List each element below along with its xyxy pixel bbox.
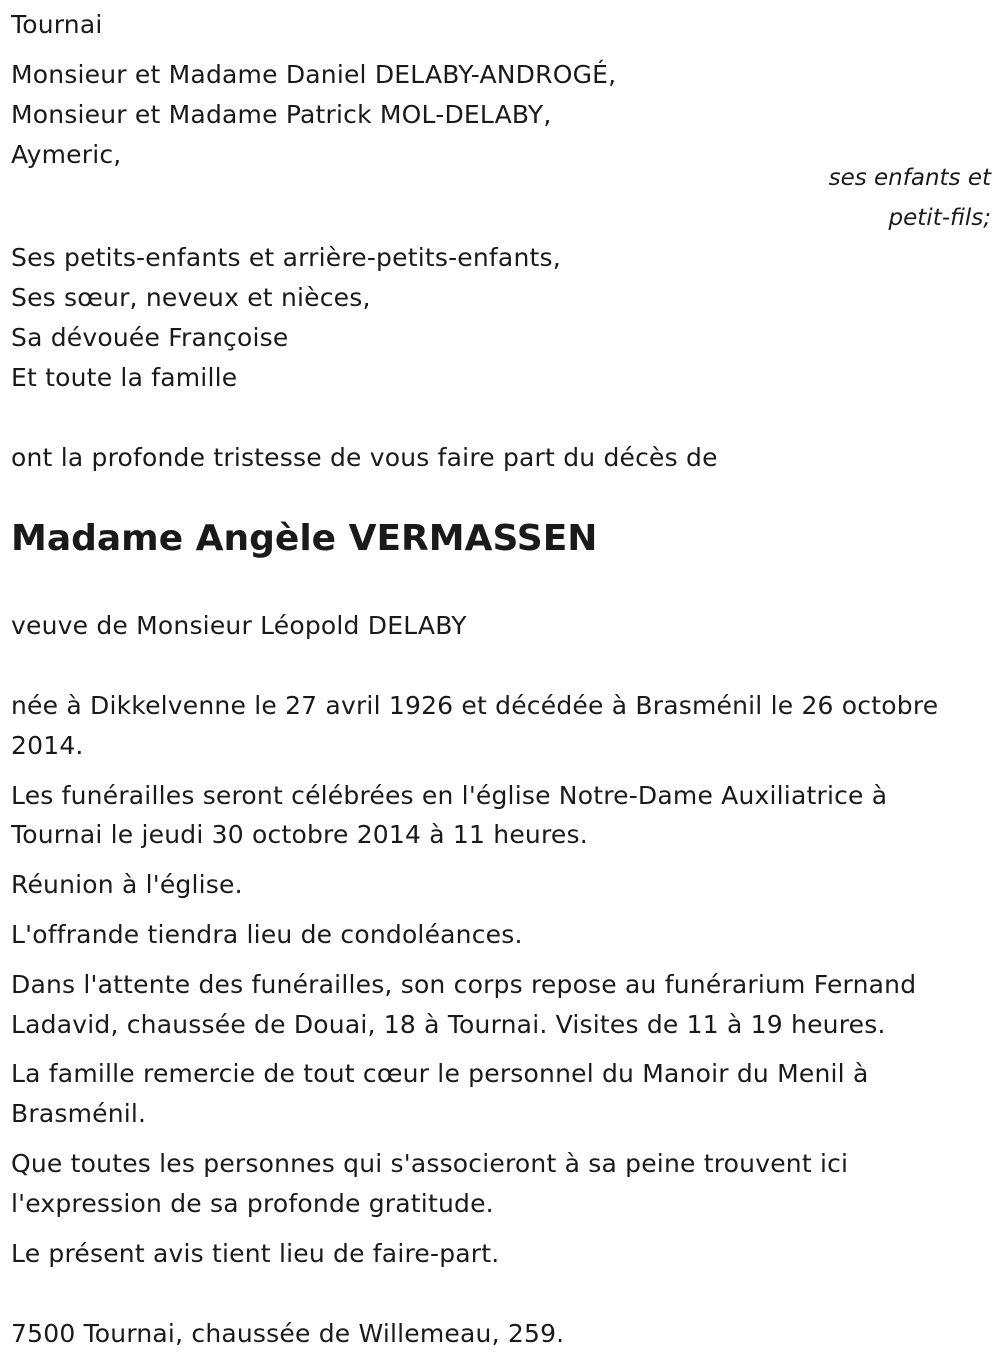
birth-death-text: née à Dikkelvenne le 27 avril 1926 et décédée à Brasménil le 26 octobre <box>11 691 939 720</box>
funeral-text: Tournai le jeudi 30 octobre 2014 à 11 heures. <box>11 820 588 849</box>
thanks-text: La famille remercie de tout cœur le personnel du Manoir du Menil à <box>11 1059 869 1088</box>
deceased-name: Madame Angèle VERMASSEN <box>11 518 598 559</box>
thanks-text: Brasménil. <box>11 1099 147 1128</box>
relatives-line: Sa dévouée Françoise <box>11 323 289 352</box>
meeting-text: Réunion à l'église. <box>11 870 243 899</box>
repose-text: Dans l'attente des funérailles, son corps repose au funérarium Fernand <box>11 970 917 999</box>
family-line: Aymeric, <box>11 140 122 169</box>
repose-text: Ladavid, chaussée de Douai, 18 à Tournai. Visites de 11 à 19 heures. <box>11 1010 886 1039</box>
relatives-line: Ses sœur, neveux et nièces, <box>11 283 371 312</box>
family-line: Monsieur et Madame Patrick MOL-DELABY, <box>11 100 552 129</box>
relation-label: petit-fils; <box>888 205 991 231</box>
funeral-text: Les funérailles seront célébrées en l'église Notre-Dame Auxiliatrice à <box>11 781 888 810</box>
relatives-line: Ses petits-enfants et arrière-petits-enfants, <box>11 243 561 272</box>
birth-death-text: 2014. <box>11 731 84 760</box>
gratitude-text: l'expression de sa profonde gratitude. <box>11 1189 494 1218</box>
widow-of-text: veuve de Monsieur Léopold DELABY <box>11 611 467 640</box>
relatives-line: Et toute la famille <box>11 363 238 392</box>
offering-text: L'offrande tiendra lieu de condoléances. <box>11 920 523 949</box>
family-line: Monsieur et Madame Daniel DELABY-ANDROGÉ, <box>11 60 617 89</box>
gratitude-text: Que toutes les personnes qui s'associeront à sa peine trouvent ici <box>11 1149 849 1178</box>
notice-text: Le présent avis tient lieu de faire-part. <box>11 1239 500 1268</box>
relation-label: ses enfants et <box>828 165 991 191</box>
address-text: 7500 Tournai, chaussée de Willemeau, 259. <box>11 1319 565 1348</box>
city-heading: Tournai <box>11 10 103 39</box>
announcement-text: ont la profonde tristesse de vous faire part du décès de <box>11 443 718 472</box>
